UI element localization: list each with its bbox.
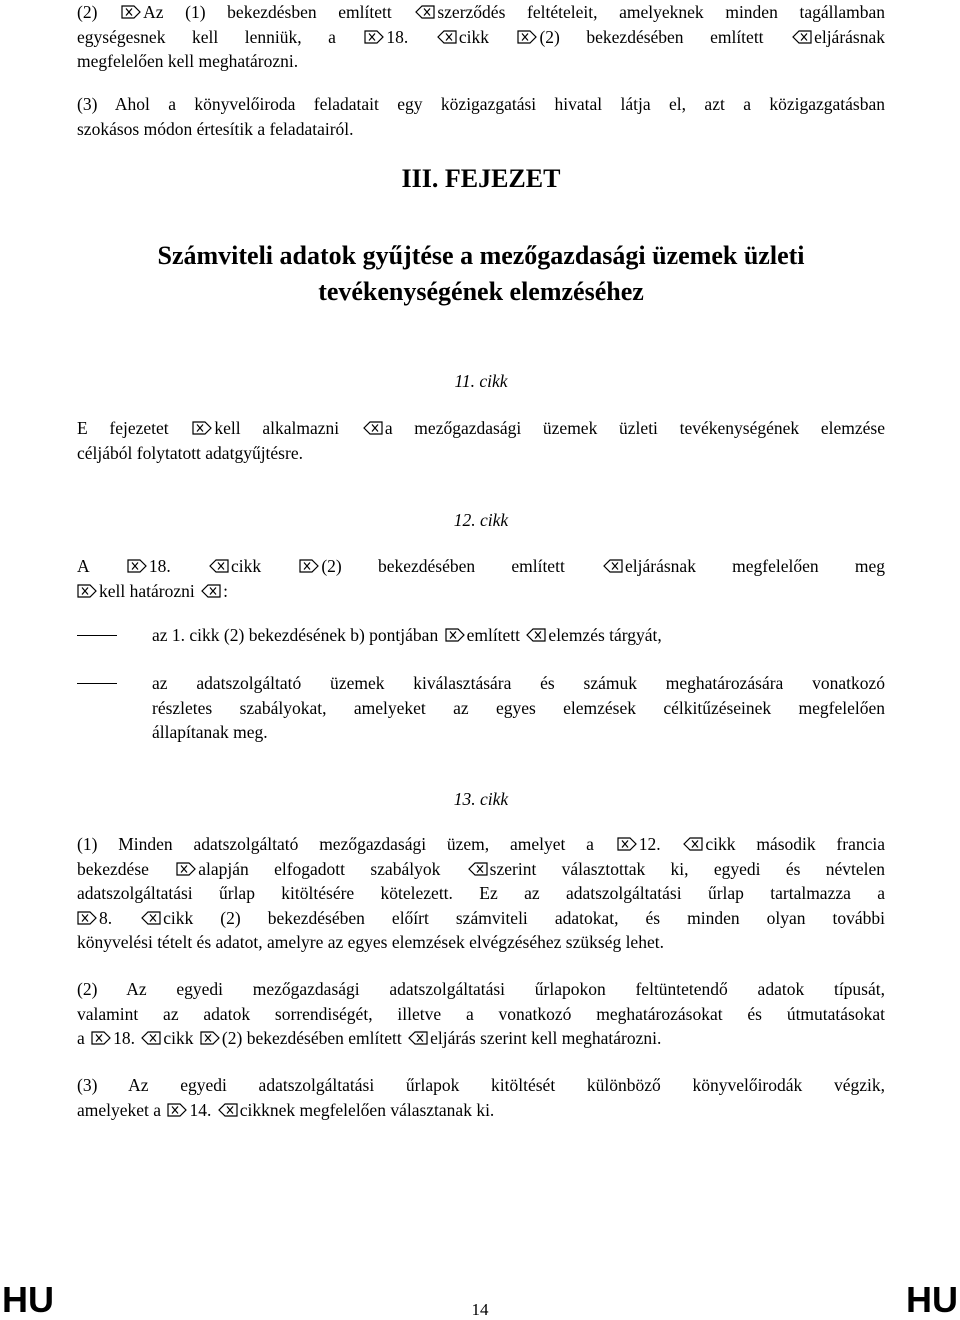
article-13-paragraph-2: (2) Az egyedi mezőgazdasági adatszolgáltatási űrlapokon feltüntetendő adatok típusát, valamint az adatok sorrendiségét, illetve a vonatkozó meghatározásokat és útmutatásokat a 18. cikk (2) bekezdésében említett eljárás szerint kell meghatározni. — [77, 979, 885, 1048]
chapter-number: III. FEJEZET — [401, 164, 561, 193]
article-13-paragraph-1: (1) Minden adatszolgáltató mezőgazdasági üzem, amelyet a 12. cikk második francia bekezdése alapján elfogadott szabályok szerint választottak ki, egyedi és névtelen adatszolgáltatási űrlap kitöltésére kötelezett. Ez az adatszolgáltatási űrlap tartalmazza a 8. cikk (2) bekezdésében előírt számviteli adatokat, és minden olyan további könyvelési tételt és adatot, amelyre az egyes elemzések elvégzéséhez szükség lehet. — [77, 834, 886, 952]
list-item: az 1. cikk (2) bekezdésének b) pontjában említett elemzés tárgyát, — [152, 625, 662, 645]
page-number: 14 — [471, 1300, 489, 1319]
article-11-text: E fejezetet kell alkalmazni a mezőgazdasági üzemek üzleti tevékenységének elemzése céljából folytatott adatgyűjtésre. — [77, 418, 885, 463]
insert-start-marker-icon — [91, 1031, 111, 1045]
insert-start-marker-icon — [617, 837, 637, 851]
paragraph-3: (3) Ahol a könyvelőiroda feladatait egy közigazgatási hivatal látja el, azt a közigazgatásban szokásos módon értesítik a feladatairól. — [77, 94, 885, 139]
insert-end-marker-icon — [218, 1103, 238, 1117]
footer-language-left: HU — [2, 1279, 54, 1320]
insert-end-marker-icon — [415, 5, 435, 19]
insert-start-marker-icon — [192, 421, 212, 435]
insert-end-marker-icon — [363, 421, 383, 435]
insert-start-marker-icon — [77, 584, 97, 598]
insert-end-marker-icon — [201, 584, 221, 598]
list-item: az adatszolgáltató üzemek kiválasztására és számuk meghatározására vonatkozó részletes szabályokat, amelyeket az egyes elemzések célkitűzéseinek megfelelően állapítanak meg. — [152, 673, 885, 742]
insert-end-marker-icon — [526, 628, 546, 642]
insert-start-marker-icon — [299, 559, 319, 573]
article-12-label: 12. cikk — [453, 510, 509, 530]
insert-start-marker-icon — [364, 30, 384, 44]
footer-language-right: HU — [906, 1279, 958, 1320]
list-dash — [77, 635, 117, 636]
insert-start-marker-icon — [77, 911, 97, 925]
insert-end-marker-icon — [141, 911, 161, 925]
insert-start-marker-icon — [167, 1103, 187, 1117]
insert-start-marker-icon — [200, 1031, 220, 1045]
insert-end-marker-icon — [468, 862, 488, 876]
insert-end-marker-icon — [408, 1031, 428, 1045]
insert-start-marker-icon — [176, 862, 196, 876]
article-12-text: A 18. cikk (2) bekezdésében említett eljárásnak megfelelően meg kell határozni : — [77, 556, 885, 601]
article-13-paragraph-3: (3) Az egyedi adatszolgáltatási űrlapok kitöltését különböző könyvelőirodák végzik, amelyeket a 14. cikknek megfelelően választanak ki. — [77, 1075, 885, 1120]
insert-start-marker-icon — [121, 5, 141, 19]
insert-end-marker-icon — [209, 559, 229, 573]
insert-end-marker-icon — [437, 30, 457, 44]
insert-end-marker-icon — [141, 1031, 161, 1045]
chapter-title: Számviteli adatok gyűjtése a mezőgazdasági üzemek üzleti tevékenységének elemzéséhez — [157, 241, 805, 306]
article-11-label: 11. cikk — [454, 371, 508, 391]
insert-start-marker-icon — [127, 559, 147, 573]
insert-end-marker-icon — [603, 559, 623, 573]
insert-end-marker-icon — [683, 837, 703, 851]
list-dash — [77, 683, 117, 684]
insert-start-marker-icon — [445, 628, 465, 642]
insert-start-marker-icon — [517, 30, 537, 44]
insert-end-marker-icon — [792, 30, 812, 44]
paragraph-2: (2) Az (1) bekezdésben említett szerződés feltételeit, amelyeknek minden tagállamban egységesnek kell lenniük, a 18. cikk (2) bekezdésében említett eljárásnak megfelelően kell meghatározni. — [77, 2, 885, 71]
article-13-label: 13. cikk — [453, 789, 509, 809]
